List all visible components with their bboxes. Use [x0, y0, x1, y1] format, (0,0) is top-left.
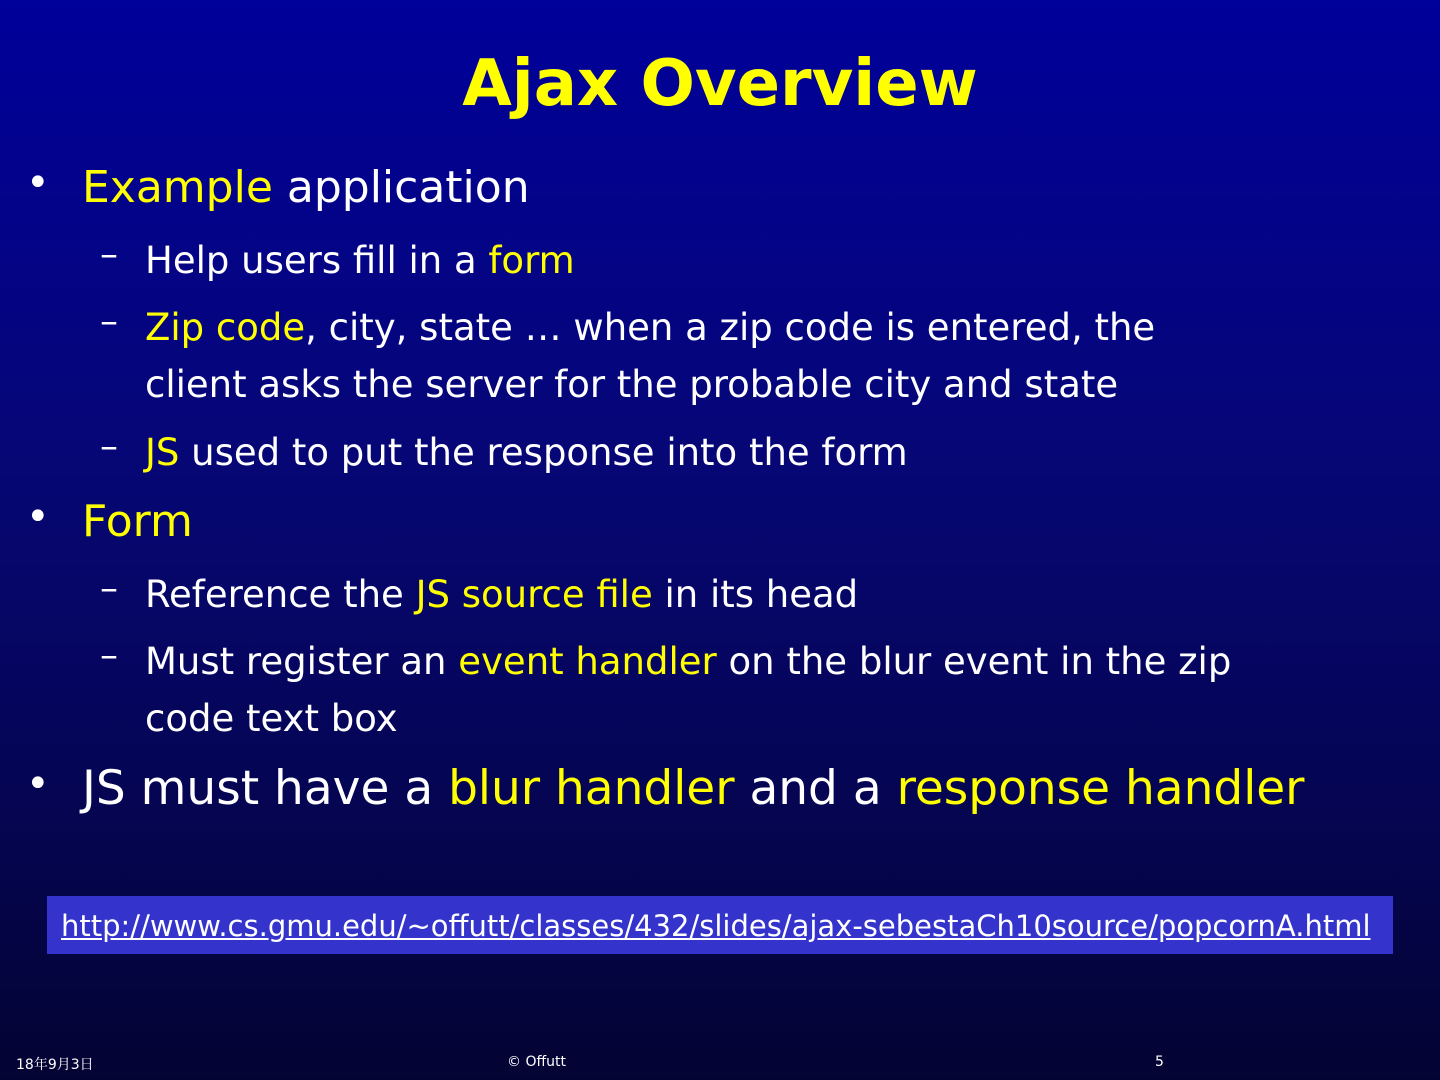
bullet-1-sub-3	[145, 424, 1415, 481]
bullet-1	[82, 160, 530, 216]
bullet-1-sub-2	[145, 299, 1415, 413]
bullet-icon: •	[26, 494, 50, 540]
footer-page-number: 5	[1155, 1054, 1164, 1070]
bullet-2	[82, 494, 193, 550]
sub-text-continued: code text box	[145, 697, 398, 740]
sub-text: , city, state … when a zip code is entered, the	[305, 306, 1156, 349]
sub-text: Help users fill in a	[145, 239, 489, 282]
sub-text: used to put the response into the form	[179, 431, 908, 474]
slide-title: Ajax Overview	[462, 47, 978, 121]
bullet-icon: •	[26, 761, 50, 807]
bullet-3-highlight: response handler	[896, 761, 1305, 816]
dash-icon: –	[100, 568, 118, 609]
bullet-2-sub-1	[145, 566, 1415, 623]
source-link[interactable]: http://www.cs.gmu.edu/~offutt/classes/432/slides/ajax-sebestaCh10source/popcornA.html	[61, 909, 1371, 943]
bullet-2-highlight: Form	[82, 496, 193, 547]
sub-highlight: JS source file	[415, 573, 653, 616]
bullet-1-highlight: Example	[82, 162, 273, 213]
sub-text-continued: client asks the server for the probable city and state	[145, 363, 1119, 406]
bullet-icon: •	[26, 160, 50, 206]
bullet-1-text: application	[272, 162, 530, 213]
footer-copyright: © Offutt	[507, 1054, 566, 1070]
dash-icon: –	[100, 426, 118, 467]
sub-text: in its head	[652, 573, 859, 616]
sub-highlight: form	[488, 239, 575, 282]
sub-text: Reference the	[145, 573, 416, 616]
sub-highlight: Zip code	[145, 306, 306, 349]
sub-highlight: event handler	[458, 640, 717, 683]
sub-text: Must register an	[145, 640, 459, 683]
bullet-2-sub-2	[145, 633, 1415, 747]
footer-date: 18年9月3日	[16, 1057, 94, 1073]
sub-highlight: JS	[145, 431, 180, 474]
bullet-3-text: JS must have a	[82, 761, 449, 816]
dash-icon: –	[100, 635, 118, 676]
bullet-3-highlight: blur handler	[448, 761, 735, 816]
sub-text: on the blur event in the zip	[716, 640, 1232, 683]
dash-icon: –	[100, 301, 118, 342]
bullet-1-sub-1	[145, 232, 1415, 289]
dash-icon: –	[100, 234, 118, 275]
bullet-3	[82, 761, 1305, 817]
bullet-3-text: and a	[734, 761, 897, 816]
